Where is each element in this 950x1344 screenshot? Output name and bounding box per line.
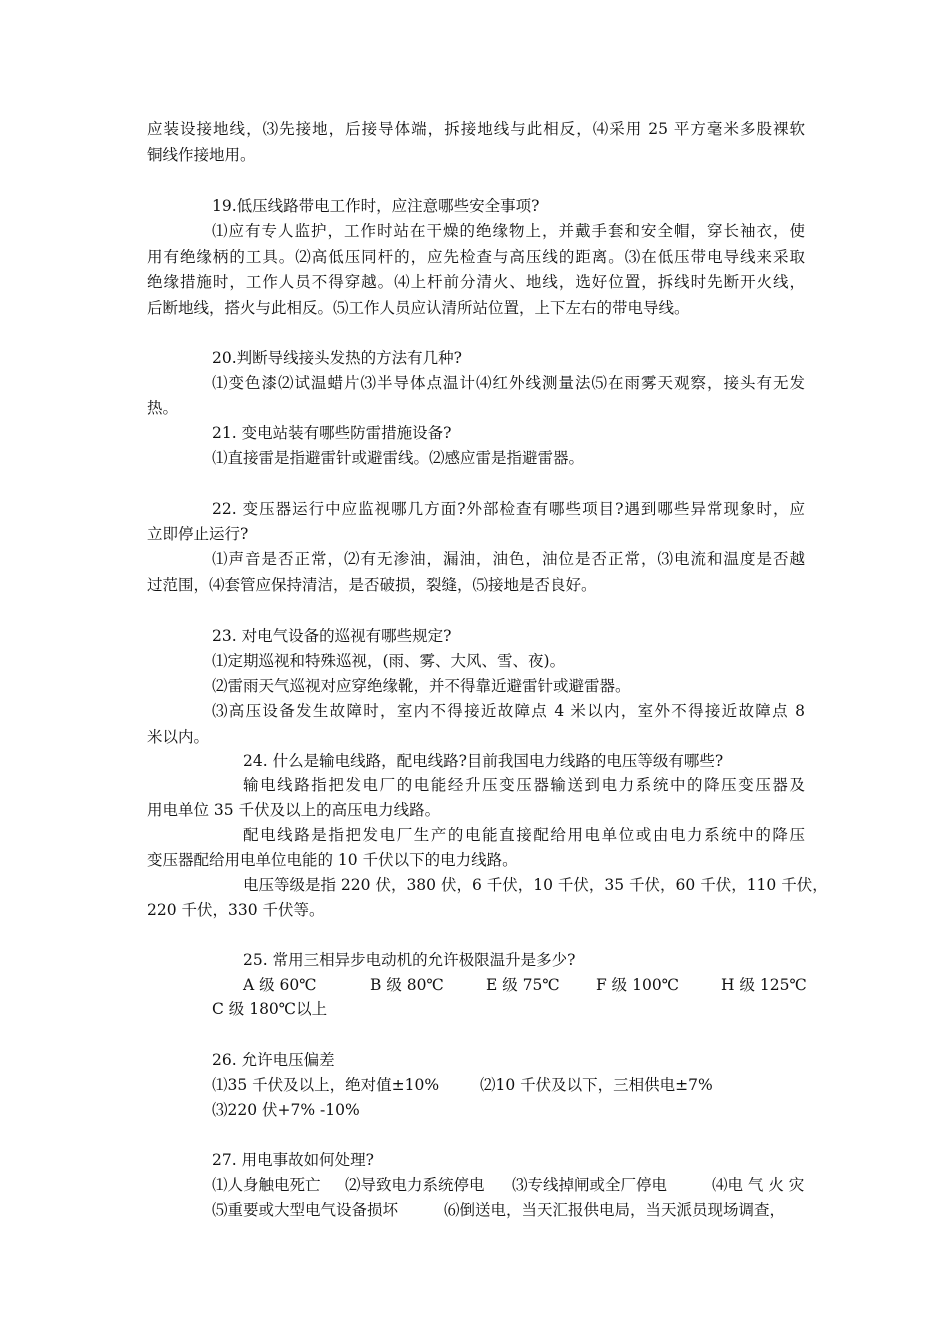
text-line: 用电单位 35 千伏及以上的高压电力线路。 (147, 801, 441, 819)
text-line: 过范围，⑷套管应保持清洁，是否破损，裂缝，⑸接地是否良好。 (147, 576, 597, 594)
question-27: 27. 用电事故如何处理? (212, 1151, 374, 1169)
deviation-item-1: ⑴35 千伏及以上，绝对值±10% (212, 1076, 440, 1094)
question-22: 22. 变压器运行中应监视哪几方面?外部检查有哪些项目?遇到哪些异常现象时，应 (212, 500, 805, 518)
question-25: 25. 常用三相异步电动机的允许极限温升是多少? (243, 951, 576, 969)
text-line: 绝缘措施时，工作人员不得穿越。⑷上杆前分清火、地线，选好位置，拆线时先断开火线， (147, 273, 805, 291)
text-line: 立即停止运行? (147, 525, 249, 543)
text-line: 电压等级是指 220 伏，380 伏，6 千伏，10 千伏，35 千伏，60 千伏，110 千伏， (243, 876, 828, 894)
question-23: 23. 对电气设备的巡视有哪些规定? (212, 627, 452, 645)
text-line: ⑶高压设备发生故障时，室内不得接近故障点 4 米以内，室外不得接近故障点 8 (212, 702, 805, 720)
question-26: 26. 允许电压偏差 (212, 1051, 335, 1069)
grade-h: H 级 125℃ (721, 976, 807, 994)
grade-f: F 级 100℃ (596, 976, 680, 994)
text-line: ⑴应有专人监护，工作时站在干燥的绝缘物上，并戴手套和安全帽，穿长袖衣，使 (212, 222, 805, 240)
question-21: 21. 变电站装有哪些防雷措施设备? (212, 424, 452, 442)
text-line: ⑵雷雨天气巡视对应穿绝缘靴，并不得靠近避雷针或避雷器。 (212, 677, 631, 695)
grade-c: C 级 180℃以上 (212, 1000, 328, 1018)
accident-item-3: ⑶专线掉闸或全厂停电 (512, 1176, 668, 1194)
grade-a: A 级 60℃ (243, 976, 317, 994)
text-line: 后断地线，搭火与此相反。⑸工作人员应认清所站位置，上下左右的带电导线。 (147, 299, 690, 317)
accident-item-4: ⑷电 气 火 灾 (712, 1176, 805, 1194)
accident-item-1: ⑴人身触电死亡 (212, 1176, 321, 1194)
text-line: 输电线路指把发电厂的电能经升压变压器输送到电力系统中的降压变压器及 (243, 776, 805, 794)
deviation-item-3: ⑶220 伏+7% -10% (212, 1101, 360, 1119)
question-20: 20.判断导线接头发热的方法有几种? (212, 349, 462, 367)
text-line: ⑴声音是否正常，⑵有无渗油，漏油，油色，油位是否正常，⑶电流和温度是否越 (212, 550, 805, 568)
grade-e: E 级 75℃ (486, 976, 560, 994)
text-line: ⑴变色漆⑵试温蜡片⑶半导体点温计⑷红外线测量法⑸在雨雾天观察，接头有无发 (212, 374, 805, 392)
text-line: 变压器配给用电单位电能的 10 千伏以下的电力线路。 (147, 851, 518, 869)
text-line: 220 千伏，330 千伏等。 (147, 901, 325, 919)
question-24: 24. 什么是输电线路，配电线路?目前我国电力线路的电压等级有哪些? (243, 752, 724, 770)
accident-item-6: ⑹倒送电，当天汇报供电局，当天派员现场调查， (444, 1201, 786, 1219)
text-line: 铜线作接地用。 (147, 146, 256, 164)
question-19: 19.低压线路带电工作时，应注意哪些安全事项? (212, 197, 540, 215)
deviation-item-2: ⑵10 千伏及以下，三相供电±7% (480, 1076, 713, 1094)
text-line: 用有绝缘柄的工具。⑵高低压同杆的，应先检查与高压线的距离。⑶在低压带电导线来采取 (147, 248, 805, 266)
text-line: ⑴直接雷是指避雷针或避雷线。⑵感应雷是指避雷器。 (212, 449, 585, 467)
accident-item-2: ⑵导致电力系统停电 (345, 1176, 485, 1194)
text-line: 米以内。 (147, 728, 210, 746)
text-line: 配电线路是指把发电厂生产的电能直接配给用电单位或由电力系统中的降压 (243, 826, 805, 844)
text-line: ⑴定期巡视和特殊巡视，(雨、雾、大风、雪、夜)。 (212, 652, 566, 670)
grade-b: B 级 80℃ (370, 976, 444, 994)
accident-item-5: ⑸重要或大型电气设备损坏 (212, 1201, 399, 1219)
text-line: 热。 (147, 399, 179, 417)
text-line: 应装设接地线，⑶先接地，后接导体端，拆接地线与此相反，⑷采用 25 平方毫米多股裸软 (147, 120, 805, 138)
